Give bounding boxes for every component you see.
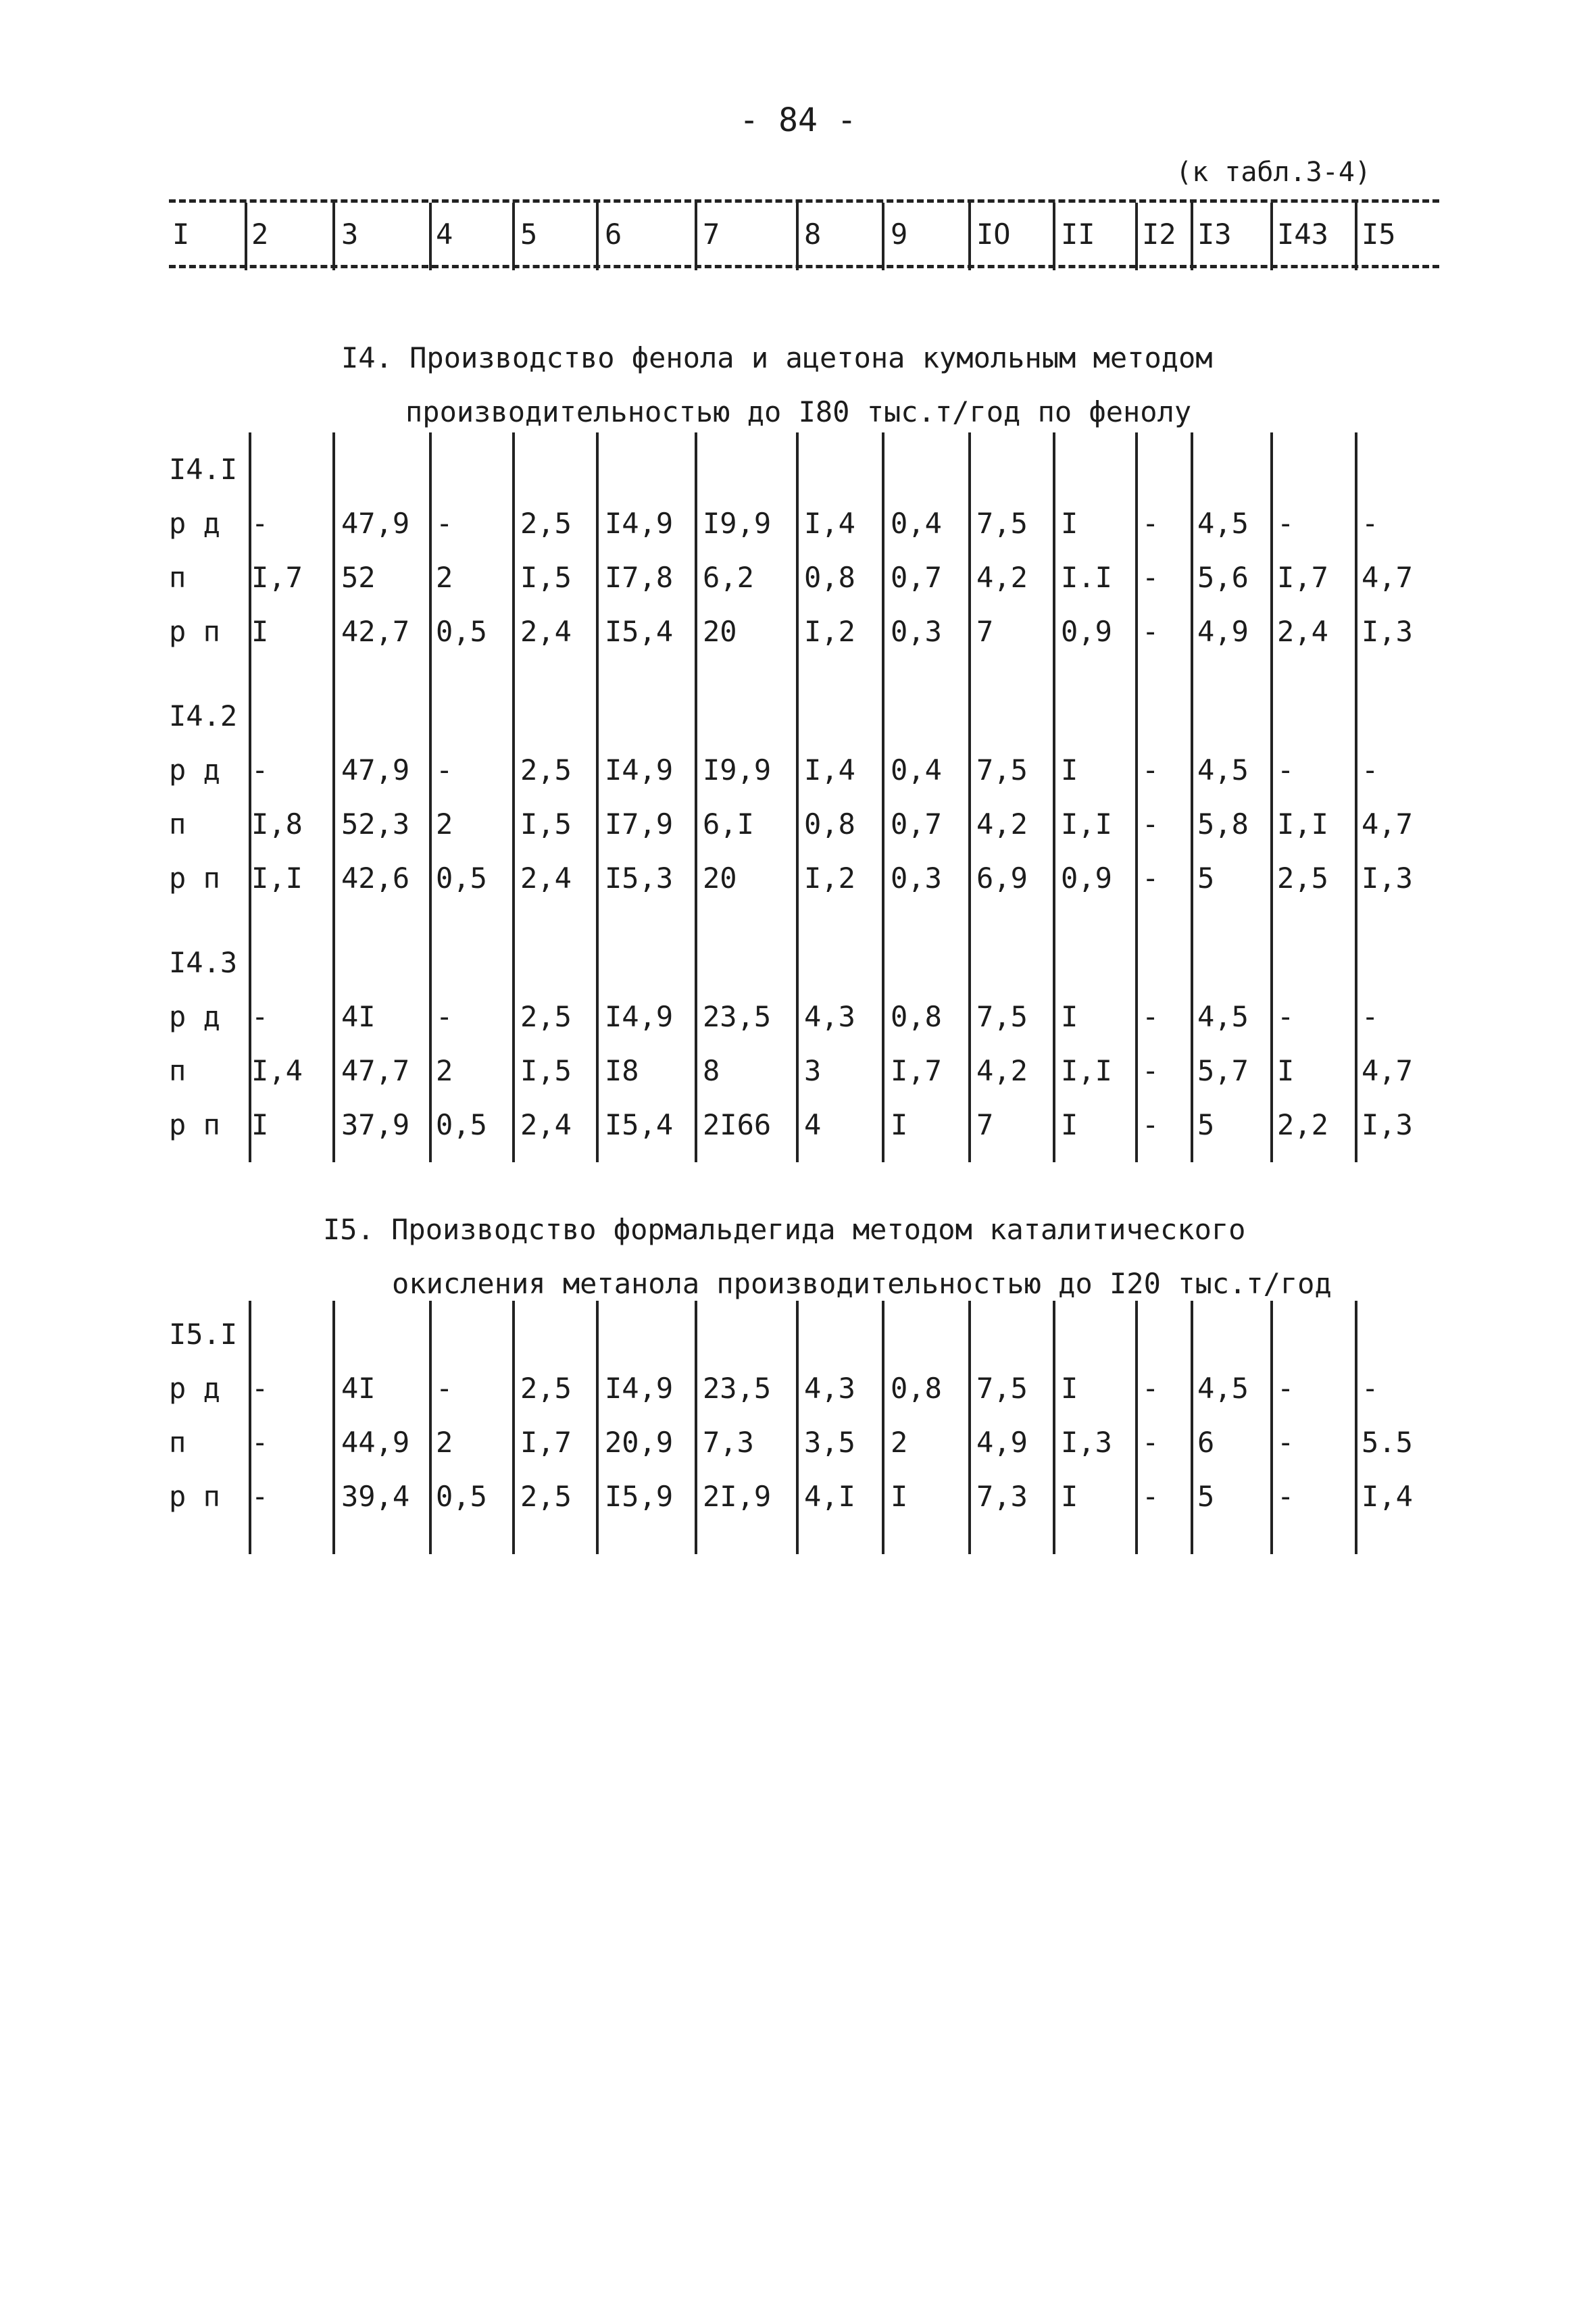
section-15-title-line2: окисления метанола производительностью до I20 тыс.т/год xyxy=(392,1267,1332,1300)
section-14-title-line2: производительностью до I80 тыс.т/год по фенолу xyxy=(405,395,1192,428)
table-cell: 4,9 xyxy=(976,1426,1028,1459)
table-cell: 4,7 xyxy=(1362,561,1413,594)
table-cell: I xyxy=(891,1108,908,1141)
column-rule xyxy=(512,1301,515,1554)
table-cell: 0,4 xyxy=(891,753,942,787)
column-rule xyxy=(429,1301,432,1554)
table-cell: I xyxy=(1277,1054,1295,1087)
header-col-14: I43 xyxy=(1277,218,1328,251)
table-cell: 2,2 xyxy=(1277,1108,1328,1141)
table-cell: 0,8 xyxy=(891,1000,942,1033)
row-label: р п xyxy=(169,615,220,648)
table-cell: I,4 xyxy=(804,507,855,540)
header-col-4: 4 xyxy=(436,218,453,251)
header-separator xyxy=(512,203,515,270)
header-separator xyxy=(245,203,247,270)
table-cell: 0,8 xyxy=(891,1372,942,1405)
column-rule xyxy=(882,432,884,1162)
table-cell: - xyxy=(1277,1480,1295,1513)
page-number: - 84 - xyxy=(739,101,857,139)
table-cell: 4,3 xyxy=(804,1000,855,1033)
table-cell: 0,8 xyxy=(804,561,855,594)
table-cell: 2 xyxy=(436,561,453,594)
table-cell: 0,7 xyxy=(891,807,942,841)
table-cell: I,I xyxy=(1061,807,1112,841)
header-separator xyxy=(1270,203,1273,270)
table-cell: 4 xyxy=(804,1108,822,1141)
table-cell: I5,4 xyxy=(605,615,674,648)
table-cell: 0,3 xyxy=(891,615,942,648)
table-cell: I xyxy=(891,1480,908,1513)
group-label: I5.I xyxy=(169,1318,238,1351)
table-cell: 7,3 xyxy=(703,1426,754,1459)
table-cell: I xyxy=(1061,1000,1078,1033)
table-cell: 0,9 xyxy=(1061,615,1112,648)
table-cell: - xyxy=(1142,807,1159,841)
table-cell: 23,5 xyxy=(703,1000,772,1033)
table-cell: I5,3 xyxy=(605,862,674,895)
table-cell: I xyxy=(251,615,269,648)
header-separator xyxy=(695,203,697,270)
table-cell: 6,2 xyxy=(703,561,754,594)
table-cell: I,4 xyxy=(251,1054,303,1087)
column-rule xyxy=(1270,432,1273,1162)
table-cell: 20 xyxy=(703,862,737,895)
header-col-8: 8 xyxy=(804,218,822,251)
column-rule xyxy=(695,1301,697,1554)
table-cell: I4,9 xyxy=(605,507,674,540)
column-rule xyxy=(1053,432,1055,1162)
header-bottom-rule xyxy=(169,265,1439,268)
header-separator xyxy=(968,203,971,270)
table-cell: 52,3 xyxy=(341,807,410,841)
table-cell: I7,8 xyxy=(605,561,674,594)
table-cell: I xyxy=(1061,1372,1078,1405)
table-cell: 6 xyxy=(1197,1426,1215,1459)
column-rule xyxy=(332,432,335,1162)
table-cell: 4,5 xyxy=(1197,507,1249,540)
table-cell: I xyxy=(251,1108,269,1141)
table-cell: 7,3 xyxy=(976,1480,1028,1513)
header-col-15: I5 xyxy=(1362,218,1396,251)
table-cell: I,4 xyxy=(1362,1480,1413,1513)
table-cell: 5.5 xyxy=(1362,1426,1413,1459)
table-cell: - xyxy=(1142,1372,1159,1405)
column-rule xyxy=(1191,432,1193,1162)
table-cell: - xyxy=(1142,615,1159,648)
table-cell: - xyxy=(1142,561,1159,594)
table-cell: 0,8 xyxy=(804,807,855,841)
table-cell: 2,5 xyxy=(520,1480,572,1513)
table-cell: 42,6 xyxy=(341,862,410,895)
header-col-3: 3 xyxy=(341,218,359,251)
table-cell: - xyxy=(1142,507,1159,540)
table-cell: 3,5 xyxy=(804,1426,855,1459)
row-label: р п xyxy=(169,1480,220,1513)
column-rule xyxy=(1135,1301,1138,1554)
row-label: р д xyxy=(169,507,220,540)
table-cell: 7,5 xyxy=(976,753,1028,787)
table-cell: - xyxy=(436,1000,453,1033)
table-cell: - xyxy=(251,1480,269,1513)
table-cell: 4I xyxy=(341,1000,376,1033)
table-cell: 2 xyxy=(891,1426,908,1459)
header-col-10: IO xyxy=(976,218,1011,251)
table-cell: 0,4 xyxy=(891,507,942,540)
table-cell: - xyxy=(436,507,453,540)
column-rule xyxy=(332,1301,335,1554)
table-cell: 2,5 xyxy=(520,507,572,540)
table-cell: I,3 xyxy=(1362,1108,1413,1141)
table-cell: I xyxy=(1061,1108,1078,1141)
table-cell: 5 xyxy=(1197,1108,1215,1141)
row-label: р п xyxy=(169,862,220,895)
table-cell: 2,5 xyxy=(1277,862,1328,895)
table-cell: I,2 xyxy=(804,862,855,895)
table-cell: I4,9 xyxy=(605,1000,674,1033)
table-cell: - xyxy=(1277,1000,1295,1033)
table-cell: 2 xyxy=(436,1426,453,1459)
column-rule xyxy=(796,1301,799,1554)
table-cell: 42,7 xyxy=(341,615,410,648)
table-cell: 2,4 xyxy=(520,615,572,648)
section-14-title-line1: I4. Производство фенола и ацетона кумольным методом xyxy=(341,341,1213,374)
table-cell: I8 xyxy=(605,1054,639,1087)
table-cell: 3 xyxy=(804,1054,822,1087)
table-cell: 2I66 xyxy=(703,1108,772,1141)
table-cell: 5,8 xyxy=(1197,807,1249,841)
table-cell: 7,5 xyxy=(976,1000,1028,1033)
table-cell: I,5 xyxy=(520,1054,572,1087)
table-cell: - xyxy=(436,753,453,787)
header-col-9: 9 xyxy=(891,218,908,251)
table-cell: I,7 xyxy=(1277,561,1328,594)
table-cell: 4I xyxy=(341,1372,376,1405)
table-cell: 4,7 xyxy=(1362,1054,1413,1087)
table-cell: - xyxy=(1277,753,1295,787)
table-cell: 47,7 xyxy=(341,1054,410,1087)
table-cell: I xyxy=(1061,753,1078,787)
table-cell: 0,5 xyxy=(436,615,487,648)
table-cell: 6,I xyxy=(703,807,754,841)
table-cell: 0,5 xyxy=(436,1480,487,1513)
table-cell: 7,5 xyxy=(976,507,1028,540)
table-cell: 7,5 xyxy=(976,1372,1028,1405)
table-cell: 4,I xyxy=(804,1480,855,1513)
table-cell: - xyxy=(1142,1108,1159,1141)
column-rule xyxy=(596,1301,599,1554)
table-cell: I,3 xyxy=(1362,862,1413,895)
header-col-7: 7 xyxy=(703,218,720,251)
table-cell: - xyxy=(1142,753,1159,787)
table-cell: I,5 xyxy=(520,561,572,594)
table-cell: I,7 xyxy=(251,561,303,594)
table-cell: I,4 xyxy=(804,753,855,787)
table-cell: 0,9 xyxy=(1061,862,1112,895)
table-cell: I,2 xyxy=(804,615,855,648)
table-cell: I,3 xyxy=(1362,615,1413,648)
column-rule xyxy=(1355,432,1357,1162)
row-label: р д xyxy=(169,1000,220,1033)
table-cell: 4,5 xyxy=(1197,1372,1249,1405)
table-cell: - xyxy=(251,1000,269,1033)
table-cell: I4,9 xyxy=(605,753,674,787)
table-cell: 4,5 xyxy=(1197,753,1249,787)
column-rule xyxy=(1270,1301,1273,1554)
row-label: п xyxy=(169,807,186,841)
header-separator xyxy=(882,203,884,270)
table-cell: - xyxy=(436,1372,453,1405)
table-cell: 2,4 xyxy=(1277,615,1328,648)
group-label: I4.2 xyxy=(169,699,238,732)
table-cell: 4,2 xyxy=(976,561,1028,594)
header-separator xyxy=(429,203,432,270)
header-separator xyxy=(1053,203,1055,270)
table-cell: 39,4 xyxy=(341,1480,410,1513)
table-cell: I5,9 xyxy=(605,1480,674,1513)
table-cell: 2,5 xyxy=(520,1000,572,1033)
header-col-5: 5 xyxy=(520,218,538,251)
table-cell: I,3 xyxy=(1061,1426,1112,1459)
table-cell: - xyxy=(1142,1480,1159,1513)
table-cell: I9,9 xyxy=(703,507,772,540)
table-cell: 2 xyxy=(436,1054,453,1087)
table-cell: 52 xyxy=(341,561,376,594)
table-cell: I,I xyxy=(1277,807,1328,841)
table-cell: 7 xyxy=(976,615,994,648)
table-cell: - xyxy=(1142,1426,1159,1459)
table-cell: I xyxy=(1061,507,1078,540)
table-cell: - xyxy=(251,507,269,540)
table-cell: I,I xyxy=(1061,1054,1112,1087)
column-rule xyxy=(695,432,697,1162)
row-label: п xyxy=(169,561,186,594)
column-rule xyxy=(968,432,971,1162)
table-cell: - xyxy=(251,1426,269,1459)
table-cell: - xyxy=(1362,1000,1379,1033)
column-rule xyxy=(512,432,515,1162)
table-cell: 0,3 xyxy=(891,862,942,895)
column-rule xyxy=(1191,1301,1193,1554)
column-rule xyxy=(882,1301,884,1554)
table-cell: 47,9 xyxy=(341,507,410,540)
row-label: п xyxy=(169,1054,186,1087)
header-separator xyxy=(332,203,335,270)
table-cell: - xyxy=(251,1372,269,1405)
table-cell: 6,9 xyxy=(976,862,1028,895)
header-col-13: I3 xyxy=(1197,218,1232,251)
column-rule xyxy=(429,432,432,1162)
table-cell: I9,9 xyxy=(703,753,772,787)
table-cell: 37,9 xyxy=(341,1108,410,1141)
table-cell: - xyxy=(1362,1372,1379,1405)
row-label: р п xyxy=(169,1108,220,1141)
section-15-title-line1: I5. Производство формальдегида методом каталитического xyxy=(323,1213,1246,1246)
header-separator xyxy=(796,203,799,270)
table-cell: I,I xyxy=(251,862,303,895)
table-cell: - xyxy=(1277,1426,1295,1459)
group-label: I4.I xyxy=(169,453,238,486)
table-cell: I4,9 xyxy=(605,1372,674,1405)
header-separator xyxy=(596,203,599,270)
table-cell: 2,5 xyxy=(520,753,572,787)
header-separator xyxy=(1135,203,1138,270)
table-cell: I7,9 xyxy=(605,807,674,841)
row-label: п xyxy=(169,1426,186,1459)
table-cell: I,7 xyxy=(520,1426,572,1459)
header-col-2: 2 xyxy=(251,218,269,251)
table-cell: 23,5 xyxy=(703,1372,772,1405)
column-rule xyxy=(596,432,599,1162)
header-top-rule xyxy=(169,199,1439,203)
table-cell: 0,7 xyxy=(891,561,942,594)
table-cell: - xyxy=(1142,1000,1159,1033)
table-cell: I,8 xyxy=(251,807,303,841)
row-label: р д xyxy=(169,753,220,787)
table-cell: 44,9 xyxy=(341,1426,410,1459)
header-separator xyxy=(1191,203,1193,270)
header-col-6: 6 xyxy=(605,218,622,251)
table-reference: (к табл.3-4) xyxy=(1176,157,1371,188)
table-cell: I5,4 xyxy=(605,1108,674,1141)
column-rule xyxy=(1053,1301,1055,1554)
table-cell: 4,2 xyxy=(976,1054,1028,1087)
column-rule xyxy=(968,1301,971,1554)
table-cell: - xyxy=(1277,507,1295,540)
table-cell: 0,5 xyxy=(436,1108,487,1141)
header-separator xyxy=(1355,203,1357,270)
table-cell: I xyxy=(1061,1480,1078,1513)
header-col-12: I2 xyxy=(1142,218,1176,251)
table-cell: 7 xyxy=(976,1108,994,1141)
table-cell: 47,9 xyxy=(341,753,410,787)
table-cell: 8 xyxy=(703,1054,720,1087)
column-rule xyxy=(1135,432,1138,1162)
table-cell: 20,9 xyxy=(605,1426,674,1459)
column-rule xyxy=(796,432,799,1162)
table-cell: I.I xyxy=(1061,561,1112,594)
table-cell: 4,3 xyxy=(804,1372,855,1405)
group-label: I4.3 xyxy=(169,946,238,979)
column-rule xyxy=(1355,1301,1357,1554)
table-cell: I,5 xyxy=(520,807,572,841)
table-cell: 2I,9 xyxy=(703,1480,772,1513)
table-cell: - xyxy=(251,753,269,787)
column-rule xyxy=(249,432,251,1162)
table-cell: 2,5 xyxy=(520,1372,572,1405)
table-cell: 4,9 xyxy=(1197,615,1249,648)
table-cell: - xyxy=(1362,753,1379,787)
table-cell: - xyxy=(1277,1372,1295,1405)
table-cell: I,7 xyxy=(891,1054,942,1087)
table-cell: 5 xyxy=(1197,1480,1215,1513)
table-cell: 5,6 xyxy=(1197,561,1249,594)
row-label: р д xyxy=(169,1372,220,1405)
table-cell: 4,2 xyxy=(976,807,1028,841)
table-cell: 5,7 xyxy=(1197,1054,1249,1087)
table-cell: 2 xyxy=(436,807,453,841)
table-cell: 0,5 xyxy=(436,862,487,895)
table-cell: 4,7 xyxy=(1362,807,1413,841)
table-cell: - xyxy=(1142,862,1159,895)
header-col-1: I xyxy=(172,218,190,251)
table-cell: 20 xyxy=(703,615,737,648)
table-cell: 4,5 xyxy=(1197,1000,1249,1033)
header-col-11: II xyxy=(1061,218,1095,251)
table-cell: 5 xyxy=(1197,862,1215,895)
table-cell: 2,4 xyxy=(520,1108,572,1141)
table-cell: 2,4 xyxy=(520,862,572,895)
table-cell: - xyxy=(1142,1054,1159,1087)
table-cell: - xyxy=(1362,507,1379,540)
